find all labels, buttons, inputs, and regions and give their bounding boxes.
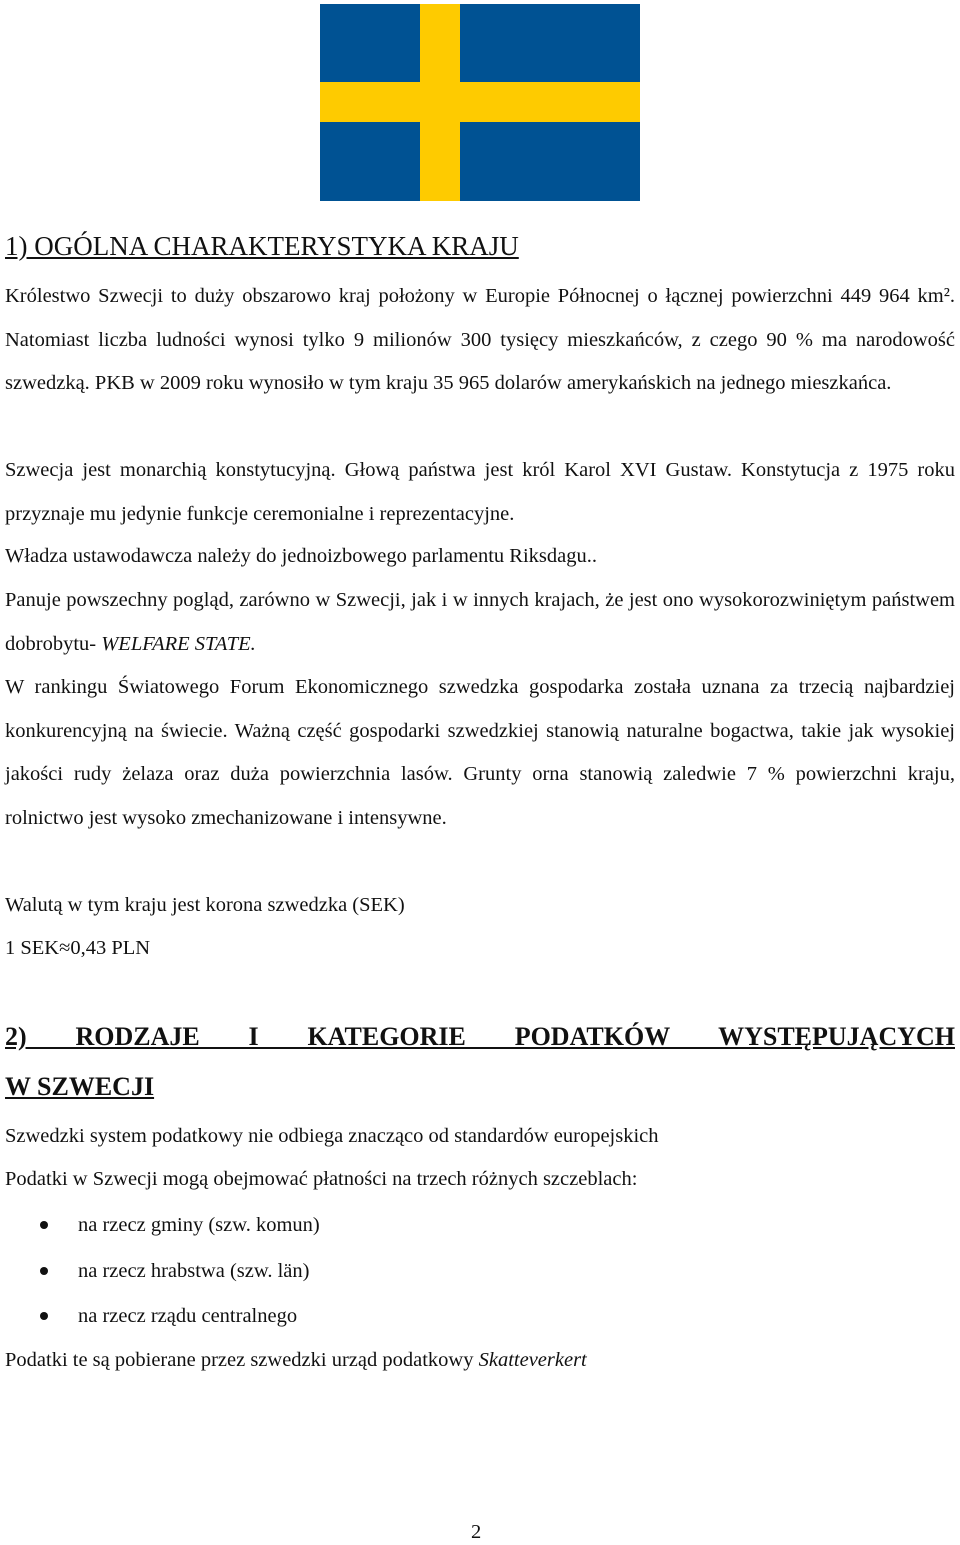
section-2-heading-line-1: 2) RODZAJE I KATEGORIE PODATKÓW WYSTĘPUJĄCYCH bbox=[5, 1022, 955, 1051]
list-item-text: na rzecz rządu centralnego bbox=[78, 1305, 298, 1327]
list-item bbox=[40, 1301, 940, 1331]
page-number: 2 bbox=[471, 1521, 482, 1543]
sweden-flag-image bbox=[320, 4, 640, 201]
bullet-icon bbox=[40, 1267, 48, 1275]
list-item-text: na rzecz gminy (szw. komun) bbox=[78, 1214, 320, 1236]
paragraph-tax-office bbox=[5, 1345, 955, 1375]
section-1-heading: 1) OGÓLNA CHARAKTERYSTYKA KRAJU bbox=[5, 231, 519, 261]
paragraph-overview: Królestwo Szwecji to duży obszarowo kraj położony w Europie Północnej o łącznej powierzchni 449 964 km². Natomiast liczba ludności wynosi tylko 9 milionów 300 tysięcy mieszkańców, z czego 90 % ma narodowość szwedzką. PKB w 2009 roku wynosiło w tym kraju 35 965 dolarów amerykańskich na jednego mieszkańca. bbox=[5, 285, 955, 395]
tax-office-name: Skatteverkert bbox=[478, 1349, 587, 1371]
welfare-text: Panuje powszechny pogląd, zarówno w Szwecji, jak i w innych krajach, że jest ono wysokorozwiniętym państwem dobrobytu- bbox=[5, 589, 955, 655]
paragraph-tax-system: Szwedzki system podatkowy nie odbiega znacząco od standardów europejskich bbox=[5, 1125, 659, 1147]
list-item bbox=[40, 1210, 940, 1240]
paragraph-exchange-rate: 1 SEK≈0,43 PLN bbox=[5, 937, 151, 959]
paragraph-currency: Walutą w tym kraju jest korona szwedzka (SEK) bbox=[5, 894, 405, 916]
list-item-text: na rzecz hrabstwa (szw. län) bbox=[78, 1260, 310, 1282]
bullet-icon bbox=[40, 1221, 48, 1229]
paragraph-parliament: Władza ustawodawcza należy do jednoizbowego parlamentu Riksdagu.. bbox=[5, 545, 598, 567]
section-2-heading-line-2: W SZWECJI bbox=[5, 1072, 155, 1101]
welfare-state-term: WELFARE STATE. bbox=[101, 632, 256, 655]
paragraph-economy: W rankingu Światowego Forum Ekonomicznego szwedzka gospodarka została uznana za trzecią najbardziej konkurencyjną na świecie. Ważną część gospodarki szwedzkiej stanowią naturalne bogactwa, takie jak wysokiej jakości rudy żelaza oraz duża powierzchnia lasów. Grunty orna stanowią zaledwie 7 % powierzchni kraju, rolnictwo jest wysoko zmechanizowane i intensywne. bbox=[5, 676, 955, 829]
tax-office-text: Podatki te są pobierane przez szwedzki urząd podatkowy bbox=[5, 1349, 479, 1371]
list-item bbox=[40, 1256, 940, 1286]
paragraph-welfare-state bbox=[5, 579, 955, 666]
paragraph-monarchy: Szwecja jest monarchią konstytucyjną. Głową państwa jest król Karol XVI Gustaw. Konstytucja z 1975 roku przyznaje mu jedynie funkcje ceremonialne i reprezentacyjne. bbox=[5, 459, 955, 525]
paragraph-tax-levels: Podatki w Szwecji mogą obejmować płatności na trzech różnych szczeblach: bbox=[5, 1168, 638, 1190]
bullet-icon bbox=[40, 1312, 48, 1320]
